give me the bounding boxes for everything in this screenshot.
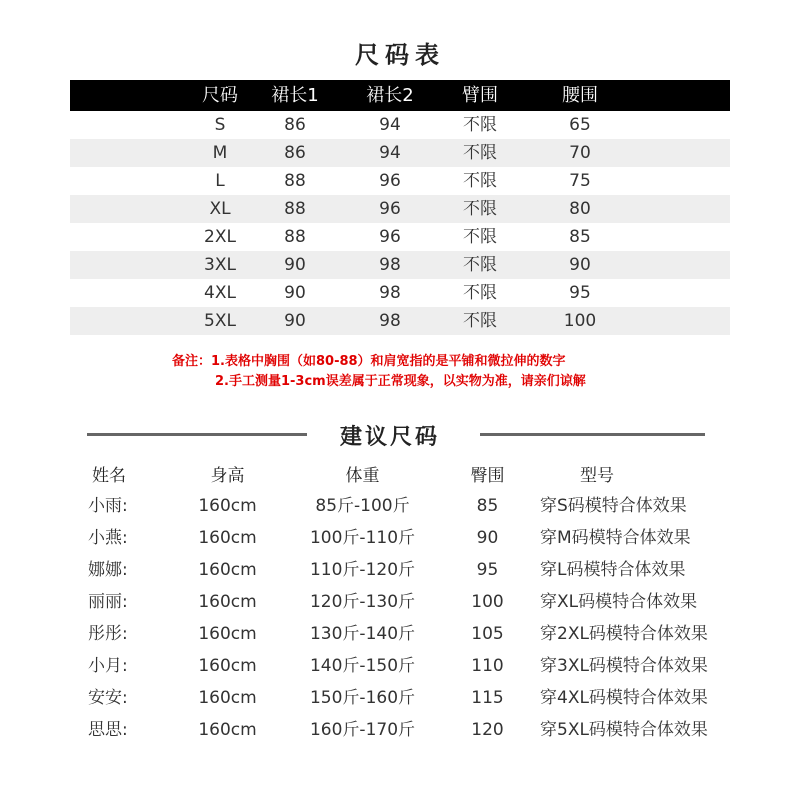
cell-waist: 70: [569, 143, 591, 163]
section-title: 建议尺码: [339, 425, 440, 450]
divider-right: [480, 433, 705, 436]
cell-arm: 不限: [463, 143, 497, 163]
table-row: [0, 618, 800, 650]
cell-model: 穿2XL码模特合体效果: [540, 624, 708, 644]
header-name: 姓名: [92, 466, 126, 486]
table-row: [0, 682, 800, 714]
cell-weight: 150斤-160斤: [309, 688, 416, 708]
note-line-2: 2.手工测量1-3cm误差属于正常现象，以实物为准，请亲们谅解: [215, 374, 586, 389]
table-row: [0, 522, 800, 554]
cell-size: L: [215, 171, 225, 191]
cell-height: 160cm: [198, 592, 257, 612]
cell-name: 小雨:: [88, 496, 128, 516]
cell-arm: 不限: [463, 255, 497, 275]
cell-length2: 94: [379, 115, 401, 135]
cell-size: XL: [209, 199, 231, 219]
cell-hip: 120: [471, 720, 504, 740]
cell-model: 穿XL码模特合体效果: [540, 592, 698, 612]
cell-weight: 120斤-130斤: [309, 592, 416, 612]
table-row: [70, 279, 730, 307]
cell-height: 160cm: [198, 688, 257, 708]
cell-waist: 95: [569, 283, 591, 303]
cell-model: 穿4XL码模特合体效果: [540, 688, 708, 708]
cell-name: 丽丽:: [88, 592, 128, 612]
cell-hip: 90: [476, 528, 499, 548]
cell-waist: 80: [569, 199, 591, 219]
cell-height: 160cm: [198, 720, 257, 740]
cell-weight: 110斤-120斤: [309, 560, 416, 580]
cell-size: 4XL: [204, 283, 236, 303]
cell-height: 160cm: [198, 624, 257, 644]
table-row: [70, 195, 730, 223]
cell-waist: 65: [569, 115, 591, 135]
header-height: 身高: [210, 466, 245, 486]
cell-hip: 115: [471, 688, 504, 708]
cell-name: 彤彤:: [88, 624, 128, 644]
header-size: 尺码: [202, 85, 238, 106]
table-row: [70, 167, 730, 195]
table-row: [0, 714, 800, 746]
cell-name: 思思:: [88, 720, 128, 740]
table-row: [0, 554, 800, 586]
cell-model: 穿3XL码模特合体效果: [540, 656, 708, 676]
cell-arm: 不限: [463, 283, 497, 303]
cell-arm: 不限: [463, 199, 497, 219]
cell-length2: 96: [379, 227, 401, 247]
cell-weight: 160斤-170斤: [309, 720, 416, 740]
cell-length2: 98: [379, 311, 401, 331]
cell-model: 穿5XL码模特合体效果: [540, 720, 708, 740]
header-arm: 臂围: [462, 85, 498, 106]
cell-length2: 98: [379, 255, 401, 275]
cell-length1: 90: [284, 283, 306, 303]
table-row: [0, 650, 800, 682]
table-row: [0, 586, 800, 618]
cell-height: 160cm: [198, 528, 257, 548]
table-row: [70, 111, 730, 139]
cell-name: 安安:: [88, 688, 128, 708]
cell-length1: 88: [284, 199, 306, 219]
cell-weight: 85斤-100斤: [315, 496, 410, 516]
cell-arm: 不限: [463, 171, 497, 191]
divider-left: [87, 433, 307, 436]
cell-size: 2XL: [204, 227, 236, 247]
cell-weight: 140斤-150斤: [309, 656, 416, 676]
cell-model: 穿S码模特合体效果: [540, 496, 687, 516]
cell-model: 穿L码模特合体效果: [540, 560, 686, 580]
cell-hip: 100: [471, 592, 504, 612]
cell-hip: 110: [471, 656, 504, 676]
cell-length1: 86: [284, 143, 306, 163]
cell-name: 娜娜:: [88, 560, 128, 580]
cell-size: S: [214, 115, 226, 135]
cell-arm: 不限: [463, 311, 497, 331]
cell-length1: 86: [284, 115, 306, 135]
size-table-header: [70, 80, 730, 111]
cell-size: 3XL: [204, 255, 236, 275]
header-length2: 裙长2: [366, 85, 414, 106]
cell-waist: 75: [569, 171, 591, 191]
note-line-1: 备注：1.表格中胸围（如80-88）和肩宽指的是平铺和微拉伸的数字: [172, 354, 566, 369]
cell-arm: 不限: [463, 115, 497, 135]
cell-weight: 130斤-140斤: [309, 624, 416, 644]
cell-name: 小月:: [88, 656, 128, 676]
cell-height: 160cm: [198, 496, 257, 516]
cell-length2: 98: [379, 283, 401, 303]
recommend-table: [0, 462, 800, 746]
cell-length2: 96: [379, 199, 401, 219]
header-model: 型号: [580, 466, 614, 486]
table-row: [70, 223, 730, 251]
cell-length1: 90: [284, 311, 306, 331]
cell-waist: 90: [569, 255, 591, 275]
header-weight: 体重: [345, 466, 380, 486]
cell-hip: 95: [476, 560, 499, 580]
cell-size: 5XL: [204, 311, 236, 331]
cell-height: 160cm: [198, 656, 257, 676]
table-row: [70, 251, 730, 279]
cell-name: 小燕:: [88, 528, 128, 548]
cell-hip: 105: [471, 624, 504, 644]
header-hip: 臀围: [470, 466, 505, 486]
header-waist: 腰围: [562, 85, 598, 106]
table-row: [0, 490, 800, 522]
size-table: [70, 80, 730, 335]
cell-length1: 90: [284, 255, 306, 275]
cell-weight: 100斤-110斤: [309, 528, 416, 548]
table-row: [70, 139, 730, 167]
cell-length1: 88: [284, 171, 306, 191]
cell-waist: 85: [569, 227, 591, 247]
cell-height: 160cm: [198, 560, 257, 580]
cell-size: M: [212, 143, 228, 163]
cell-waist: 100: [563, 311, 597, 331]
cell-hip: 85: [476, 496, 499, 516]
recommend-header: [0, 462, 800, 490]
page-title: 尺码表: [355, 41, 445, 69]
cell-length1: 88: [284, 227, 306, 247]
table-row: [70, 307, 730, 335]
cell-model: 穿M码模特合体效果: [540, 528, 691, 548]
cell-arm: 不限: [463, 227, 497, 247]
cell-length2: 96: [379, 171, 401, 191]
cell-length2: 94: [379, 143, 401, 163]
header-length1: 裙长1: [271, 85, 319, 106]
